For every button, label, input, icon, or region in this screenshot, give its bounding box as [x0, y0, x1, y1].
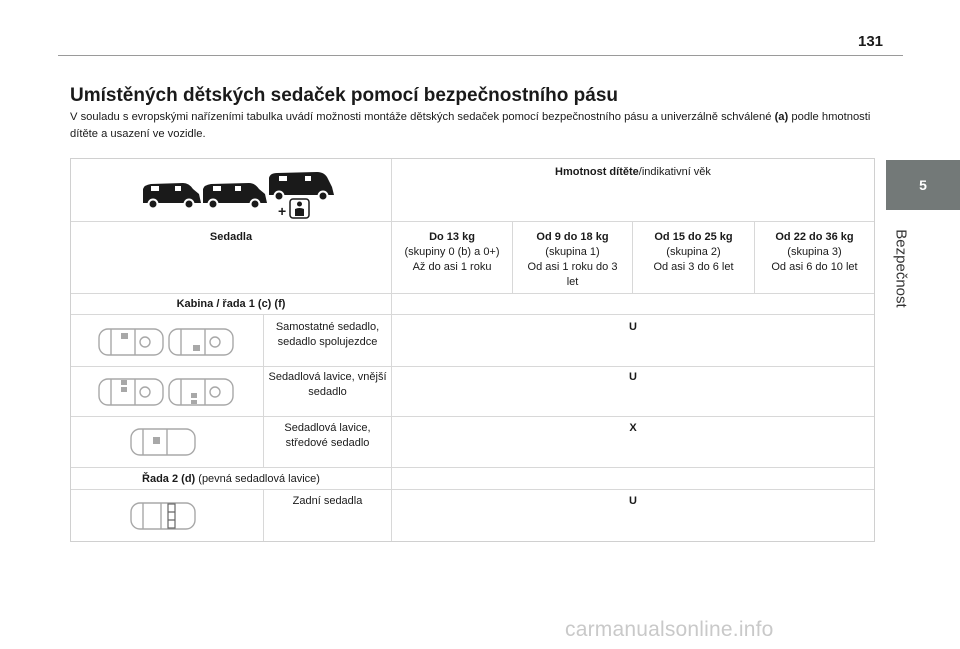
intro-paragraph: V souladu s evropskými nařízeními tabulka uvádí možnosti montáže dětských sedaček pomocí bezpečnostního pásu a univerzálně schválené (a) podle hmotnosti dítěte a usazení ve vozidle. [70, 111, 871, 140]
seat-label: Zadní sedadla [292, 495, 363, 507]
chapter-label: Bezpečnost [892, 228, 910, 308]
chapter-number: 5 [919, 177, 927, 193]
chapter-tab[interactable] [886, 160, 960, 210]
suitability-value: U [629, 371, 637, 383]
suitability-value: U [629, 321, 637, 333]
bench-middle-seat-diagram-icon [129, 425, 199, 459]
group-2-header: Od 15 do 25 kg (skupina 2) Od asi 3 do 6 let [653, 231, 734, 273]
group-1-header: Od 9 do 18 kg (skupina 1) Od asi 1 roku do 3 let [527, 231, 618, 288]
vehicle-versions-icon [139, 169, 359, 219]
header-rule [58, 55, 903, 56]
svg-text:+: + [278, 203, 287, 219]
watermark: carmanualsonline.info [565, 618, 774, 641]
weight-header: Hmotnost dítěte/indikativní věk [555, 166, 711, 178]
section-row-2: Řada 2 (d) (pevná sedadlová lavice) [142, 473, 320, 485]
suitability-value: X [629, 422, 637, 434]
page-number: 131 [858, 33, 884, 50]
rear-seats-diagram-icon [129, 499, 199, 533]
seats-header: Sedadla [209, 231, 253, 243]
section-row-1: Kabina / řada 1 (c) (f) [176, 298, 286, 310]
seat-label: Sedadlová lavice, středové sedadlo [284, 422, 371, 449]
section-title: Umístěných dětských sedaček pomocí bezpečnostního pásu [70, 85, 618, 106]
seat-label: Samostatné sedadlo, sedadlo spolujezdce [275, 321, 380, 348]
bench-outer-seat-diagram-icon [97, 375, 237, 409]
suitability-value: U [629, 495, 637, 507]
child-seat-table [70, 158, 875, 542]
seat-label: Sedadlová lavice, vnější sedadlo [268, 371, 387, 398]
group-3-header: Od 22 do 36 kg (skupina 3) Od asi 6 do 10 let [771, 231, 858, 273]
passenger-seat-diagram-icon [97, 325, 237, 359]
group-0-header: Do 13 kg (skupiny 0 (b) a 0+) Až do asi 1 roku [404, 231, 500, 273]
